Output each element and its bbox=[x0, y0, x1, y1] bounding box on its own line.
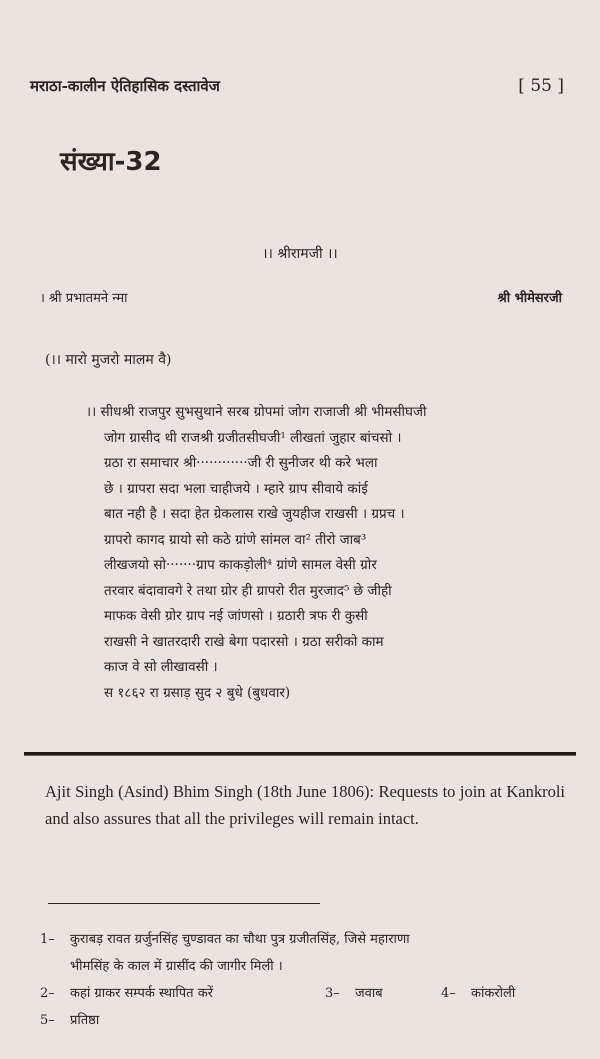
seal-line bbox=[40, 288, 562, 306]
footnote-row bbox=[40, 980, 568, 1007]
page-number: [ 55 ] bbox=[518, 76, 564, 96]
running-header bbox=[30, 76, 570, 96]
letter-line: ।। सीधश्री राजपुर सुभसुथाने सरब ग्रोपमां जोग राजाजी श्री भीमसीघजी bbox=[86, 404, 427, 420]
left-mark: । श्री प्रभातमने न्मा bbox=[40, 291, 128, 306]
footnote-number: 4– bbox=[441, 986, 456, 1001]
footnote-3 bbox=[325, 980, 441, 1007]
footnote-1 bbox=[40, 926, 568, 953]
footnote-5 bbox=[40, 1007, 568, 1034]
running-title: मराठा-कालीन ऐतिहासिक दस्तावेज bbox=[30, 77, 220, 95]
english-summary: Ajit Singh (Asind) Bhim Singh (18th June 1806): Requests to join at Kankroli and also assures that all the privileges will remain intact. bbox=[45, 782, 565, 828]
footnote-rule bbox=[48, 903, 320, 904]
footnote-text: कुराबड़ रावत ग्रर्जुनसिंह चुण्डावत का चौथा पुत्र ग्रजीतसिंह, जिसे महाराणा bbox=[70, 932, 410, 947]
footnote-1-continued: भीमसिंह के काल में ग्रासींद की जागीर मिली । bbox=[70, 959, 283, 974]
letter-line: छे । ग्रापरा सदा भला चाहीजये । म्हारे ग्राप सीवाये कांई bbox=[104, 480, 368, 497]
letter-line: ग्रापरो कागद ग्रायो सो कठे ग्रांणे सांमल वा² तीरो जाब³ bbox=[104, 531, 367, 548]
footnote-text: जवाब bbox=[355, 986, 383, 1001]
footnote-text: कांकरोली bbox=[471, 986, 516, 1001]
letter-line: बात नही है । सदा हेत ग्रेकलास राखे जुयहीज राखसी । ग्रप्रच । bbox=[104, 506, 405, 522]
salutation: (।। मारो मुजरो मालम वै) bbox=[45, 352, 172, 368]
footnotes bbox=[40, 926, 568, 1034]
letter-line: ग्रठा रा समाचार श्री············जी री सुनीजर थी करे भला bbox=[104, 455, 378, 471]
date-line: स १८६२ रा ग्रसाड़ सुद २ बुधे (बुधवार) bbox=[104, 684, 291, 701]
section-divider bbox=[24, 752, 576, 756]
footnote-4 bbox=[441, 980, 515, 1007]
letter-line: काज वे सो लीखावसी । bbox=[104, 659, 218, 675]
letter-body bbox=[86, 400, 556, 706]
right-mark: श्री भीमेसरजी bbox=[497, 291, 562, 306]
invocation: ।। श्रीरामजी ।। bbox=[262, 246, 338, 262]
footnote-text: प्रतिष्ठा bbox=[70, 1013, 100, 1028]
document-number: संख्या-32 bbox=[60, 147, 162, 177]
letter-line: लीखजयो सो·······ग्राप काकड़ोली⁴ ग्रांणे सामल वेसी ग्रोर bbox=[104, 557, 377, 573]
footnote-number: 5– bbox=[40, 1013, 55, 1028]
footnote-number: 1– bbox=[40, 932, 55, 947]
letter-line: माफक वेसी ग्रोर ग्राप नई जांणसो । ग्रठारी त्रफ री कुसी bbox=[104, 608, 368, 624]
footnote-2 bbox=[40, 980, 325, 1007]
letter-line: राखसी ने खातरदारी राखे बेगा पदारसो । ग्रठा सरीको काम bbox=[104, 633, 384, 650]
letter-line: तरवार बंदावावगे रे तथा ग्रोर ही ग्रापरो रीत मुरजाद⁵ छे जीही bbox=[104, 582, 392, 599]
footnote-number: 2– bbox=[40, 986, 55, 1001]
footnote-number: 3– bbox=[325, 986, 340, 1001]
letter-line: जोग ग्रासीद थी राजश्री ग्रजीतसीघजी¹ लीखतां जुहार बांचसो । bbox=[104, 429, 402, 446]
footnote-text: कहां ग्राकर सम्पर्क स्थापित करें bbox=[70, 986, 214, 1001]
